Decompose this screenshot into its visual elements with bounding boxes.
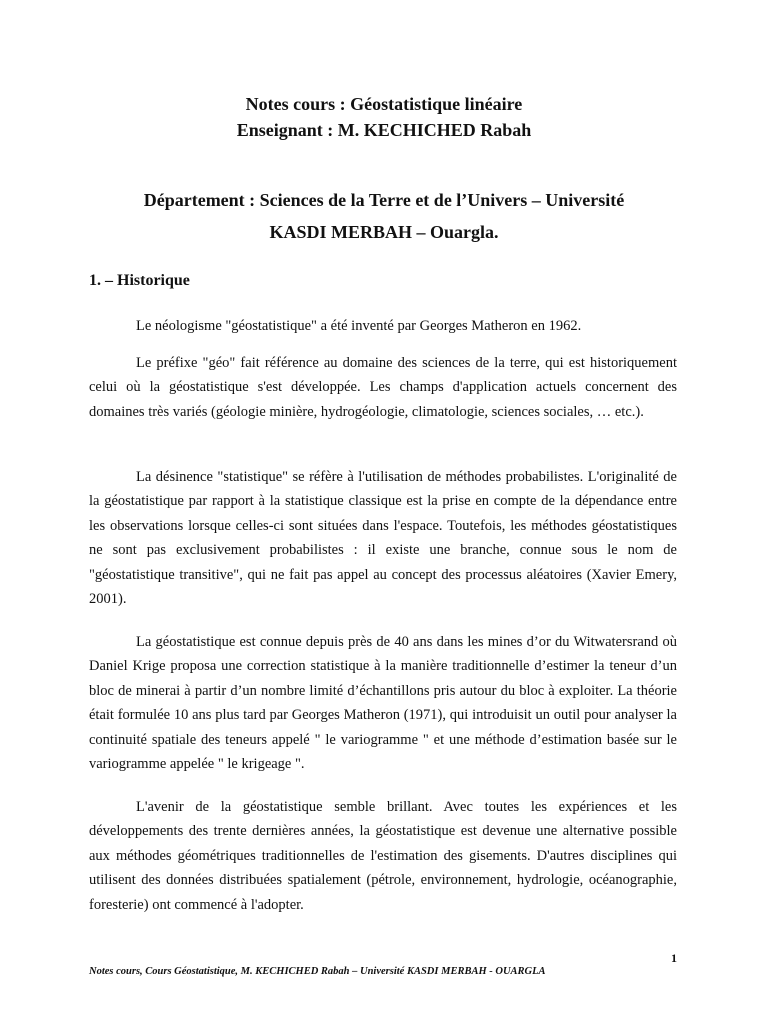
department-line: Département : Sciences de la Terre et de l’Univers – Université [143, 190, 625, 210]
section-heading-historique: 1. – Historique [89, 272, 190, 289]
paragraph-4: La géostatistique est connue depuis près de 40 ans dans les mines d’or du Witwatersrand où Daniel Krige proposa une correction statistique à la manière traditionnelle d’estimer la teneur d’un bloc de minerai à partir d’un nombre limité d’échantillons pris autour du bloc à exploiter. La théorie était formulée 10 ans plus tard par Georges Matheron (1971), qui introduisit un outil pour analyser la continuité spatiale des teneurs appelé " le variogramme " et une méthode d’estimation basée sur le variogramme appelée " le krigeage ". [89, 634, 677, 773]
paragraph-3: La désinence "statistique" se réfère à l'utilisation de méthodes probabilistes. L'originalité de la géostatistique par rapport à la statistique classique est la prise en compte de la dépendance entre les observations lorsque celles-ci sont situées dans l'espace. Toutefois, les méthodes géostatistiques ne sont pas exclusivement probabilistes : il existe une branche, connue sous le nom de "géostatistique transitive", qui ne fait pas appel au concept des processus aléatoires (Xavier Emery, 2001). [89, 469, 677, 608]
university-line: KASDI MERBAH – Ouargla. [269, 222, 499, 242]
paragraph-5: L'avenir de la géostatistique semble brillant. Avec toutes les expériences et les développements des trente dernières années, la géostatistique est devenue une alternative possible aux méthodes géométriques traditionnelles de l'estimation des gisements. D'autres disciplines qui utilisent des données distribuées spatialement (pétrole, environnement, hydrologie, océanographie, foresterie) ont commencé à l'adopter. [89, 799, 677, 913]
paragraph-1: Le néologisme "géostatistique" a été inventé par Georges Matheron en 1962. [136, 318, 582, 334]
teacher-line: Enseignant : M. KECHICHED Rabah [236, 120, 532, 140]
paragraph-2: Le préfixe "géo" fait référence au domaine des sciences de la terre, qui est historiquement celui où la géostatistique s'est développée. Les champs d'application actuels concernent des domaines très variés (géologie minière, hydrogéologie, climatologie, sciences sociales, … etc.). [89, 355, 677, 420]
page-number: 1 [671, 951, 677, 965]
page-footer: Notes cours, Cours Géostatistique, M. KECHICHED Rabah – Université KASDI MERBAH - OUARGLA [89, 966, 546, 977]
course-title: Notes cours : Géostatistique linéaire [245, 94, 523, 114]
